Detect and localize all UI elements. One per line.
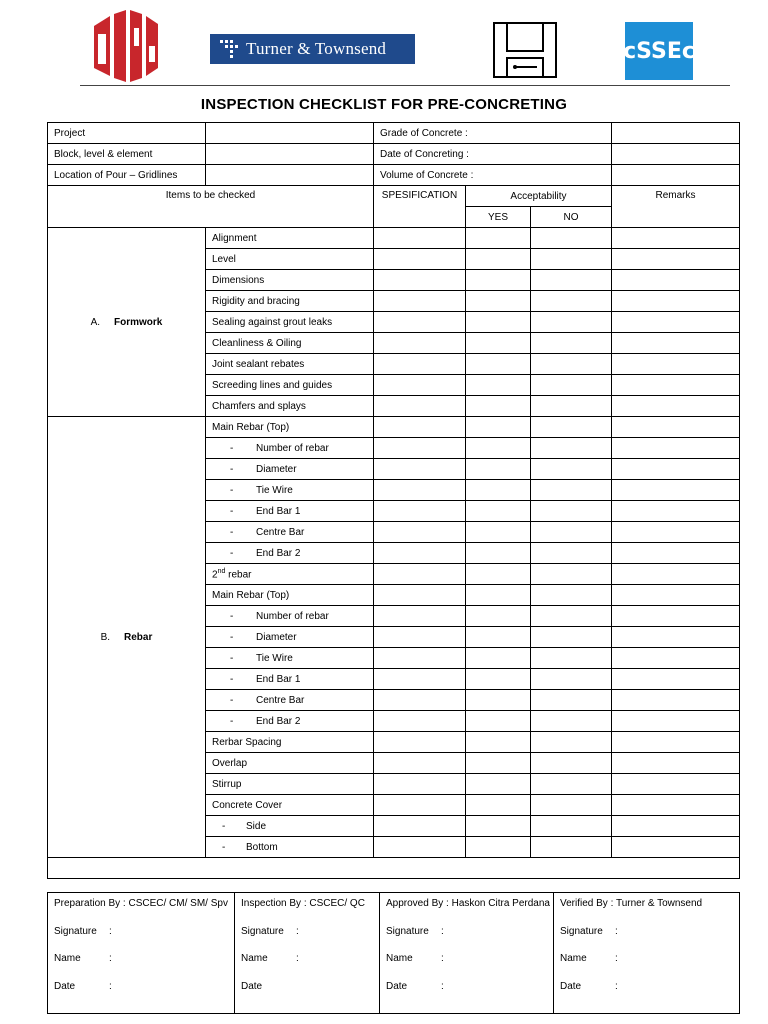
- no-cell[interactable]: [531, 585, 612, 606]
- tt-grid-icon: [218, 38, 240, 60]
- name-label: Name: [560, 953, 587, 964]
- signature-label: Signature: [560, 925, 603, 937]
- colon: :: [109, 980, 112, 992]
- spec-cell[interactable]: [374, 711, 466, 732]
- sub-item: [206, 669, 374, 690]
- yes-cell[interactable]: [466, 333, 531, 354]
- dash: -: [230, 610, 234, 622]
- remarks-cell[interactable]: [612, 669, 740, 690]
- no-cell[interactable]: [531, 690, 612, 711]
- item-label: Diameter: [256, 631, 297, 643]
- colon: :: [441, 953, 444, 964]
- signoff-title: Approved By : Haskon Citra Perdana: [386, 898, 550, 909]
- signature-line: [386, 926, 547, 954]
- remarks-cell[interactable]: [612, 732, 740, 753]
- spec-cell[interactable]: [374, 270, 466, 291]
- spec-cell[interactable]: [374, 795, 466, 816]
- yes-cell[interactable]: [466, 480, 531, 501]
- volume-label: Volume of Concrete :: [374, 165, 612, 186]
- spec-cell[interactable]: [374, 354, 466, 375]
- sub-item: [206, 816, 374, 837]
- signoff-inspection[interactable]: [235, 893, 380, 1014]
- item-label: Diameter: [256, 463, 297, 475]
- ordinal-number: 2: [212, 569, 218, 581]
- section-b-name: Rebar: [124, 631, 153, 643]
- dash: -: [230, 694, 234, 706]
- yes-cell[interactable]: [466, 753, 531, 774]
- yes-cell[interactable]: [466, 816, 531, 837]
- block-field[interactable]: [206, 144, 374, 165]
- yes-cell[interactable]: [466, 459, 531, 480]
- remarks-cell[interactable]: [612, 375, 740, 396]
- spec-cell[interactable]: [374, 774, 466, 795]
- item-label-2nd-rebar: [206, 564, 374, 585]
- colon: :: [441, 925, 444, 937]
- spec-cell[interactable]: [374, 669, 466, 690]
- name-line: [560, 953, 733, 981]
- no-cell[interactable]: [531, 270, 612, 291]
- sub-item: [206, 543, 374, 564]
- tt-logo-text: Turner & Townsend: [246, 39, 387, 58]
- spec-cell[interactable]: [374, 627, 466, 648]
- yes-cell[interactable]: [466, 606, 531, 627]
- remarks-cell[interactable]: [612, 606, 740, 627]
- signoff-approved[interactable]: [380, 893, 554, 1014]
- location-field[interactable]: [206, 165, 374, 186]
- remarks-cell[interactable]: [612, 585, 740, 606]
- spec-cell[interactable]: [374, 543, 466, 564]
- no-cell[interactable]: [531, 396, 612, 417]
- blank-row: [48, 858, 740, 879]
- remarks-cell[interactable]: [612, 459, 740, 480]
- colon: :: [109, 953, 112, 964]
- column-header-row: [48, 186, 740, 207]
- table-row: [48, 417, 740, 438]
- name-line: [241, 953, 373, 981]
- remarks-header: Remarks: [612, 186, 740, 228]
- remarks-cell[interactable]: [612, 249, 740, 270]
- acceptability-header: Acceptability: [466, 186, 612, 207]
- date-concreting-label: Date of Concreting :: [374, 144, 612, 165]
- no-cell[interactable]: [531, 837, 612, 858]
- item-label: Number of rebar: [256, 610, 329, 622]
- yes-cell[interactable]: [466, 396, 531, 417]
- dash: -: [230, 526, 234, 538]
- sub-item: [206, 627, 374, 648]
- spec-cell[interactable]: [374, 333, 466, 354]
- yes-cell[interactable]: [466, 375, 531, 396]
- no-cell[interactable]: [531, 669, 612, 690]
- ordinal-suffix: nd: [217, 567, 226, 575]
- yes-cell[interactable]: [466, 669, 531, 690]
- spec-cell[interactable]: [374, 291, 466, 312]
- item-label: Rigidity and bracing: [206, 291, 374, 312]
- no-cell[interactable]: [531, 375, 612, 396]
- spec-cell[interactable]: [374, 837, 466, 858]
- cscec-logo: [625, 22, 693, 80]
- remarks-cell[interactable]: [612, 438, 740, 459]
- signature-label: Signature: [241, 925, 284, 937]
- item-label: Bottom: [246, 841, 278, 853]
- yes-cell[interactable]: [466, 312, 531, 333]
- signoff-row: [48, 893, 740, 1014]
- volume-field[interactable]: [612, 165, 740, 186]
- section-b-label: [48, 417, 206, 858]
- colon: :: [615, 953, 618, 964]
- item-label: Main Rebar (Top): [206, 417, 374, 438]
- grade-label: Grade of Concrete :: [374, 123, 612, 144]
- dash: -: [230, 442, 234, 454]
- dash: -: [222, 820, 226, 832]
- dash: -: [230, 463, 234, 475]
- colon: :: [441, 980, 444, 992]
- remarks-cell[interactable]: [612, 816, 740, 837]
- spec-cell[interactable]: [374, 249, 466, 270]
- no-cell[interactable]: [531, 753, 612, 774]
- date-line: [560, 981, 733, 1009]
- remarks-cell[interactable]: [612, 543, 740, 564]
- no-cell[interactable]: [531, 816, 612, 837]
- dash: -: [230, 715, 234, 727]
- cscec-logo-text: cSSEc: [623, 38, 695, 64]
- dash: -: [230, 484, 234, 496]
- section-a-name: Formwork: [114, 316, 163, 328]
- signoff-table: [47, 892, 740, 1014]
- item-label: Alignment: [206, 228, 374, 249]
- colon: :: [296, 925, 299, 937]
- no-cell[interactable]: [531, 354, 612, 375]
- spec-cell[interactable]: [374, 312, 466, 333]
- sub-item: [206, 438, 374, 459]
- spec-cell[interactable]: [374, 522, 466, 543]
- yes-cell[interactable]: [466, 774, 531, 795]
- date-label: Date: [54, 980, 76, 992]
- remarks-cell[interactable]: [612, 837, 740, 858]
- spec-cell[interactable]: [374, 690, 466, 711]
- yes-cell[interactable]: [466, 585, 531, 606]
- date-label: Date: [386, 980, 408, 992]
- item-label: Level: [206, 249, 374, 270]
- block-label: Block, level & element: [48, 144, 206, 165]
- date-concreting-field[interactable]: [612, 144, 740, 165]
- item-label: Tie Wire: [256, 652, 293, 664]
- remarks-cell[interactable]: [612, 228, 740, 249]
- item-label: Concrete Cover: [206, 795, 374, 816]
- table-row: [48, 228, 740, 249]
- spec-cell[interactable]: [374, 816, 466, 837]
- colon: :: [615, 980, 618, 992]
- no-cell[interactable]: [531, 501, 612, 522]
- remarks-cell[interactable]: [612, 774, 740, 795]
- yes-cell[interactable]: [466, 795, 531, 816]
- item-label: End Bar 1: [256, 673, 301, 685]
- item-label: Centre Bar: [256, 526, 305, 538]
- spec-cell[interactable]: [374, 648, 466, 669]
- project-label: Project: [48, 123, 206, 144]
- no-cell[interactable]: [531, 228, 612, 249]
- name-label: Name: [54, 953, 81, 964]
- yes-cell[interactable]: [466, 228, 531, 249]
- dash: -: [230, 652, 234, 664]
- signoff-verified[interactable]: [554, 893, 740, 1014]
- remarks-cell[interactable]: [612, 501, 740, 522]
- sub-item: [206, 459, 374, 480]
- remarks-cell[interactable]: [612, 711, 740, 732]
- section-b-letter: B.: [100, 631, 111, 643]
- dash: -: [230, 505, 234, 517]
- spec-cell[interactable]: [374, 228, 466, 249]
- remarks-cell[interactable]: [612, 417, 740, 438]
- mts-logo: [90, 10, 160, 82]
- no-cell[interactable]: [531, 291, 612, 312]
- spec-cell[interactable]: [374, 396, 466, 417]
- project-field[interactable]: [206, 123, 374, 144]
- remarks-cell[interactable]: [612, 648, 740, 669]
- yes-cell[interactable]: [466, 438, 531, 459]
- remarks-cell[interactable]: [612, 291, 740, 312]
- sub-item: [206, 690, 374, 711]
- yes-cell[interactable]: [466, 354, 531, 375]
- remarks-cell[interactable]: [612, 480, 740, 501]
- spec-cell[interactable]: [374, 585, 466, 606]
- name-label: Name: [241, 953, 268, 964]
- yes-header: YES: [466, 207, 531, 228]
- item-label: End Bar 1: [256, 505, 301, 517]
- signoff-title: Preparation By : CSCEC/ CM/ SM/ Spv: [54, 898, 228, 909]
- signoff-title: Verified By : Turner & Townsend: [560, 898, 703, 909]
- name-line: [54, 953, 228, 981]
- sub-item: [206, 837, 374, 858]
- item-label: Overlap: [206, 753, 374, 774]
- remarks-cell[interactable]: [612, 690, 740, 711]
- signature-label: Signature: [54, 925, 97, 937]
- item-label: Centre Bar: [256, 694, 305, 706]
- spec-cell[interactable]: [374, 606, 466, 627]
- spec-cell[interactable]: [374, 753, 466, 774]
- item-label: Joint sealant rebates: [206, 354, 374, 375]
- section-a-letter: A.: [90, 316, 101, 328]
- items-header: Items to be checked: [48, 186, 374, 228]
- yes-cell[interactable]: [466, 270, 531, 291]
- no-cell[interactable]: [531, 480, 612, 501]
- no-cell[interactable]: [531, 312, 612, 333]
- remarks-cell[interactable]: [612, 354, 740, 375]
- no-cell[interactable]: [531, 543, 612, 564]
- turner-townsend-logo: [210, 34, 415, 64]
- remarks-cell[interactable]: [612, 753, 740, 774]
- date-line: [54, 981, 228, 1009]
- spec-cell[interactable]: [374, 417, 466, 438]
- no-cell[interactable]: [531, 564, 612, 585]
- remarks-cell[interactable]: [612, 564, 740, 585]
- spacer-row: [48, 858, 740, 879]
- yes-cell[interactable]: [466, 522, 531, 543]
- no-cell[interactable]: [531, 249, 612, 270]
- yes-cell[interactable]: [466, 501, 531, 522]
- colon: :: [296, 953, 299, 964]
- item-label: rebar: [225, 569, 252, 581]
- item-label: Number of rebar: [256, 442, 329, 454]
- yes-cell[interactable]: [466, 627, 531, 648]
- spec-cell[interactable]: [374, 501, 466, 522]
- item-label: End Bar 2: [256, 715, 301, 727]
- yes-cell[interactable]: [466, 732, 531, 753]
- date-line: [386, 981, 547, 1009]
- signature-line: [560, 926, 733, 954]
- remarks-cell[interactable]: [612, 522, 740, 543]
- sub-item: [206, 480, 374, 501]
- remarks-cell[interactable]: [612, 396, 740, 417]
- no-cell[interactable]: [531, 648, 612, 669]
- dash: -: [230, 547, 234, 559]
- no-cell[interactable]: [531, 333, 612, 354]
- yes-cell[interactable]: [466, 291, 531, 312]
- signature-line: [241, 926, 373, 954]
- header-row-project: [48, 123, 740, 144]
- no-cell[interactable]: [531, 606, 612, 627]
- item-label: Chamfers and splays: [206, 396, 374, 417]
- no-cell[interactable]: [531, 774, 612, 795]
- signoff-title: Inspection By : CSCEC/ QC: [241, 898, 365, 909]
- yes-cell[interactable]: [466, 249, 531, 270]
- spec-cell[interactable]: [374, 732, 466, 753]
- item-label: Screeding lines and guides: [206, 375, 374, 396]
- date-label: Date: [241, 980, 263, 992]
- spec-cell[interactable]: [374, 438, 466, 459]
- spec-cell[interactable]: [374, 375, 466, 396]
- remarks-cell[interactable]: [612, 333, 740, 354]
- no-cell[interactable]: [531, 522, 612, 543]
- item-label: Dimensions: [206, 270, 374, 291]
- name-line: [386, 953, 547, 981]
- item-label: Stirrup: [206, 774, 374, 795]
- spec-cell[interactable]: [374, 459, 466, 480]
- remarks-cell[interactable]: [612, 312, 740, 333]
- yes-cell[interactable]: [466, 564, 531, 585]
- yes-cell[interactable]: [466, 837, 531, 858]
- sub-item: [206, 501, 374, 522]
- floppy-logo: [493, 22, 557, 78]
- yes-cell[interactable]: [466, 417, 531, 438]
- dash: -: [230, 673, 234, 685]
- date-line: [241, 981, 373, 1009]
- item-label: Side: [246, 820, 267, 832]
- signature-label: Signature: [386, 925, 429, 937]
- sub-item: [206, 711, 374, 732]
- sub-item: [206, 522, 374, 543]
- no-cell[interactable]: [531, 732, 612, 753]
- sub-item: [206, 606, 374, 627]
- no-cell[interactable]: [531, 417, 612, 438]
- item-label: Rerbar Spacing: [206, 732, 374, 753]
- dash: -: [230, 631, 234, 643]
- name-label: Name: [386, 953, 413, 964]
- no-cell[interactable]: [531, 795, 612, 816]
- no-cell[interactable]: [531, 711, 612, 732]
- remarks-cell[interactable]: [612, 270, 740, 291]
- grade-field[interactable]: [612, 123, 740, 144]
- no-cell[interactable]: [531, 627, 612, 648]
- sub-item: [206, 648, 374, 669]
- location-label: Location of Pour – Gridlines: [48, 165, 206, 186]
- item-label: Cleanliness & Oiling: [206, 333, 374, 354]
- page-title: INSPECTION CHECKLIST FOR PRE-CONCRETING: [200, 96, 568, 113]
- no-header: NO: [531, 207, 612, 228]
- yes-cell[interactable]: [466, 711, 531, 732]
- item-label: End Bar 2: [256, 547, 301, 559]
- spec-cell[interactable]: [374, 564, 466, 585]
- item-label: Sealing against grout leaks: [206, 312, 374, 333]
- colon: :: [109, 925, 112, 937]
- remarks-cell[interactable]: [612, 627, 740, 648]
- dash: -: [222, 841, 226, 853]
- item-label: Main Rebar (Top): [206, 585, 374, 606]
- header-row-block: [48, 144, 740, 165]
- yes-cell[interactable]: [466, 543, 531, 564]
- spec-header: SPESIFICATION: [374, 186, 466, 228]
- date-label: Date: [560, 980, 582, 992]
- no-cell[interactable]: [531, 438, 612, 459]
- colon: :: [615, 925, 618, 937]
- yes-cell[interactable]: [466, 648, 531, 669]
- checklist-table: [47, 122, 740, 879]
- signature-line: [54, 926, 228, 954]
- yes-cell[interactable]: [466, 690, 531, 711]
- no-cell[interactable]: [531, 459, 612, 480]
- letterhead: [0, 0, 768, 88]
- spec-cell[interactable]: [374, 480, 466, 501]
- signoff-preparation[interactable]: [48, 893, 235, 1014]
- header-rule: [80, 85, 730, 86]
- remarks-cell[interactable]: [612, 795, 740, 816]
- header-row-location: [48, 165, 740, 186]
- section-a-label: [48, 228, 206, 417]
- item-label: Tie Wire: [256, 484, 293, 496]
